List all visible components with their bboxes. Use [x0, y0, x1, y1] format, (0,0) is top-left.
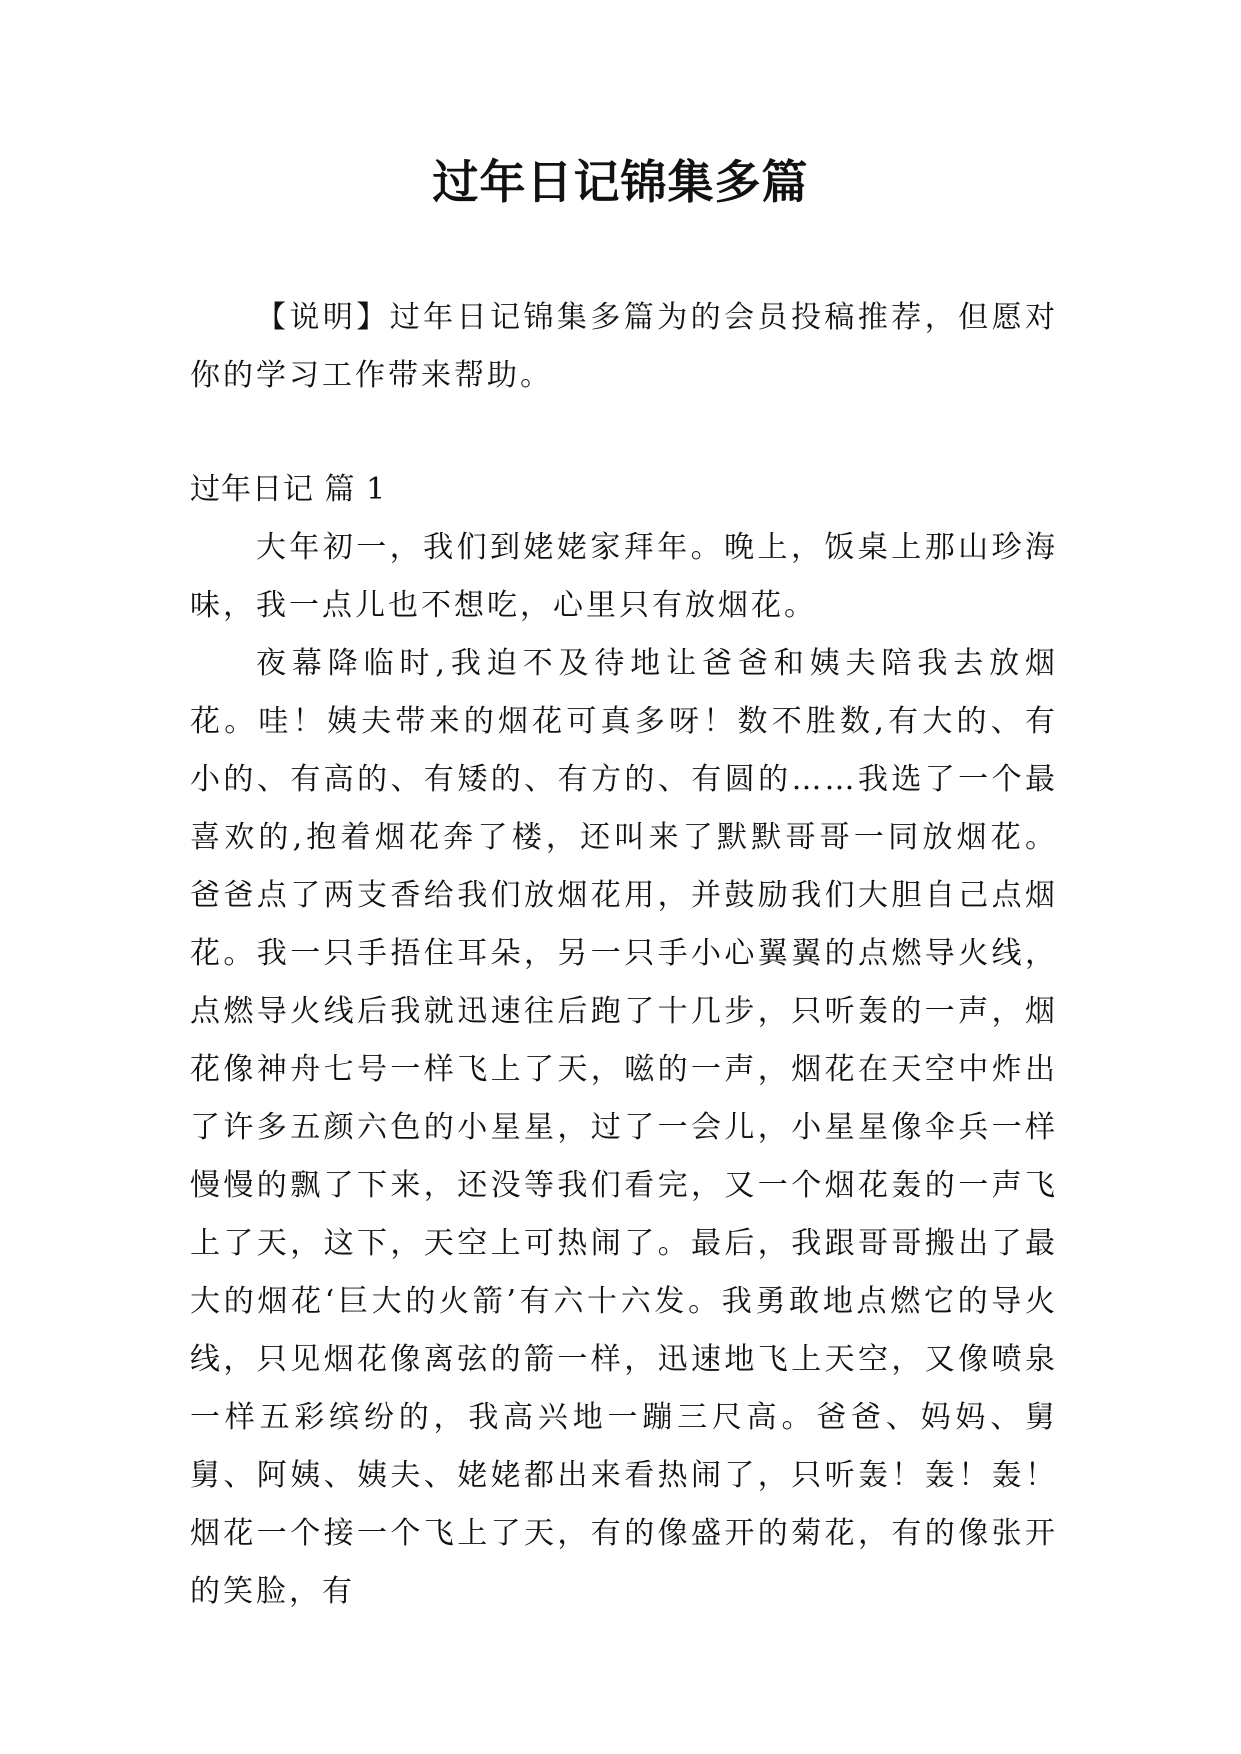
page-title: 过年日记锦集多篇	[432, 155, 809, 209]
paragraph: 大年初一，我们到姥姥家拜年。晚上，饭桌上那山珍海味，我一点儿也不想吃，心里只有放烟花。	[190, 530, 1058, 623]
paragraph: 夜幕降临时,我迫不及待地让爸爸和姨夫陪我去放烟花。哇！姨夫带来的烟花可真多呀！数不胜数,有大的、有小的、有高的、有矮的、有方的、有圆的……我选了一个最喜欢的,抱着烟花奔了楼，还叫来了默默哥哥一同放烟花。爸爸点了两支香给我们放烟花用，并鼓励我们大胆自己点烟花。我一只手捂住耳朵，另一只手小心翼翼的点燃导火线，点燃导火线后我就迅速往后跑了十几步，只听轰的一声，烟花像神舟七号一样飞上了天，嗞的一声，烟花在天空中炸出了许多五颜六色的小星星，过了一会儿，小星星像伞兵一样慢慢的飘了下来，还没等我们看完，又一个烟花轰的一声飞上了天，这下，天空上可热闹了。最后，我跟哥哥搬出了最大的烟花‘巨大的火箭’有六十六发。我勇敢地点燃它的导火线，只见烟花像离弦的箭一样，迅速地飞上天空，又像喷泉一样五彩缤纷的，我高兴地一蹦三尺高。爸爸、妈妈、舅舅、阿姨、姨夫、姥姥都出来看热闹了，只听轰！轰！轰！烟花一个接一个飞上了天，有的像盛开的菊花，有的像张开的笑脸，有	[190, 646, 1058, 1609]
article-body	[190, 519, 1058, 1621]
section-heading: 过年日记 篇 1	[190, 472, 387, 507]
intro-note: 【说明】过年日记锦集多篇为的会员投稿推荐，但愿对你的学习工作带来帮助。	[190, 300, 1058, 393]
